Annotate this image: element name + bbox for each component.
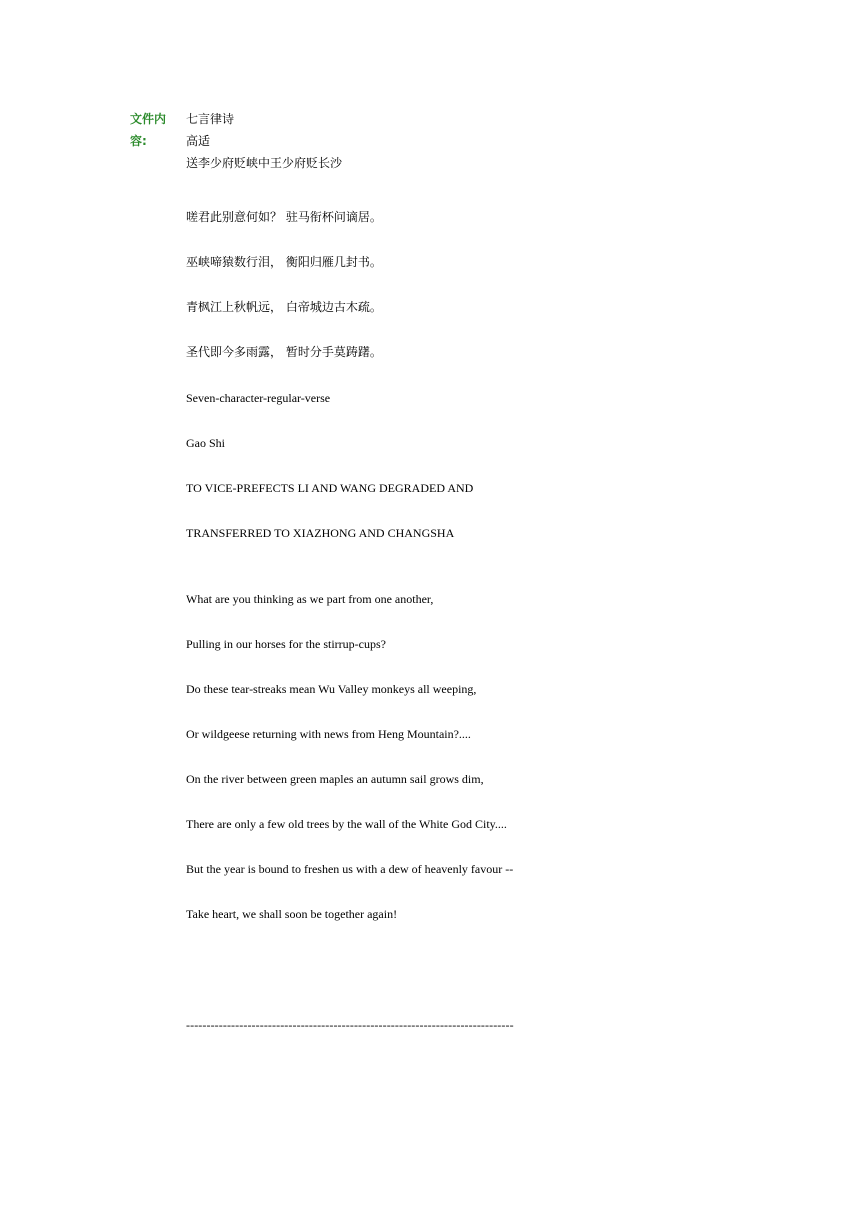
chinese-title: 送李少府贬峡中王少府贬长沙 [186, 156, 343, 170]
english-verse: Or wildgeese returning with news from Heng Mountain?.... [186, 727, 471, 741]
english-verse: Take heart, we shall soon be together again! [186, 907, 398, 921]
chinese-verse: 青枫江上秋帆远， 白帝城边古木疏。 [186, 300, 382, 314]
chinese-verse: 嗟君此别意何如？ 驻马衔杯问谪居。 [186, 210, 382, 224]
english-verse: What are you thinking as we part from one another, [186, 592, 434, 606]
divider-line: -------------------------------------------------------------------------------- [186, 1018, 514, 1032]
english-verse: Pulling in our horses for the stirrup-cups? [186, 637, 386, 651]
chinese-verse: 圣代即今多雨露， 暂时分手莫踌躇。 [186, 345, 382, 359]
english-form: Seven-character-regular-verse [186, 391, 331, 405]
field-label-line-1: 文件内 [130, 112, 167, 126]
chinese-author: 高适 [186, 134, 211, 148]
field-label-line-2: 容: [130, 134, 147, 148]
english-verse: Do these tear-streaks mean Wu Valley monkeys all weeping, [186, 682, 477, 696]
chinese-form: 七言律诗 [186, 112, 235, 126]
english-verse: There are only a few old trees by the wall of the White God City.... [186, 817, 507, 831]
english-title-line-1: TO VICE-PREFECTS LI AND WANG DEGRADED AND [186, 481, 474, 495]
chinese-verse: 巫峡啼猿数行泪， 衡阳归雁几封书。 [186, 255, 382, 269]
english-author: Gao Shi [186, 436, 225, 450]
english-title-line-2: TRANSFERRED TO XIAZHONG AND CHANGSHA [186, 526, 455, 540]
english-verse: On the river between green maples an autumn sail grows dim, [186, 772, 484, 786]
english-verse: But the year is bound to freshen us with a dew of heavenly favour -- [186, 862, 514, 876]
